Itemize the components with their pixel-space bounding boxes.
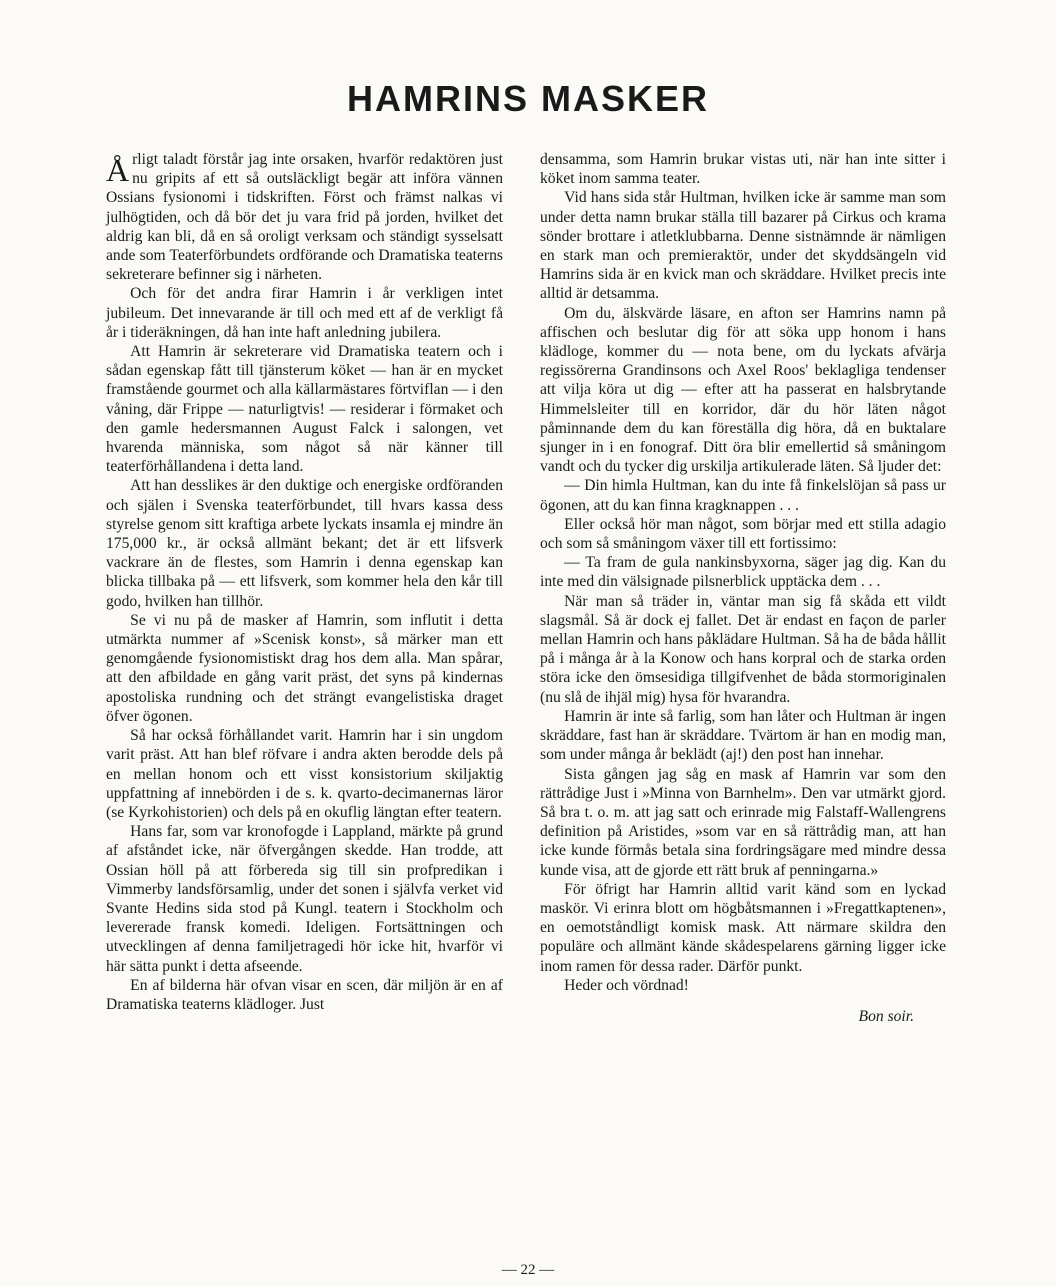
paragraph: Se vi nu på de masker af Hamrin, som influtit i detta utmärkta nummer af »Scenisk konst», så märker man ett genomgående fysionomistiskt drag hos dem alla. Man spårar, att den afbildade en gång varit präst, det syns på kindernas apostoliska rundning och det strängt evangelistiska draget öfver ögonen. <box>106 611 503 725</box>
signature: Bon soir. <box>858 1007 914 1025</box>
paragraph: Hamrin är inte så farlig, som han låter och Hultman är ingen skräddare, fast han är skräddare. Tvärtom är han en modig man, som under många år beklädt (aj!) den post han innehar. <box>540 707 946 764</box>
right-column <box>540 150 946 1026</box>
paragraph <box>106 150 503 284</box>
paragraph: Att Hamrin är sekreterare vid Dramatiska teatern och i sådan egenskap fått till tjänsterum köket — han är en mycket framstående gourmet och alla källarmästares förtviflan — i den våning, där Frippe — naturligtvis! — residerar i förmaket och den gamle hedersmannen August Falck i salongen, vet hvarenda människa, som något så när känner till teaterförhållandena i detta land. <box>106 343 503 476</box>
paragraph: Hans far, som var kronofogde i Lappland, märkte på grund af afståndet icke, när öfvergången skedde. Han trodde, att Ossian höll på att förbereda sig till sin profpredikan i Vimmerby landsförsamlig, under det sonen i självfa verket vid Svante Hedins sida stod på Kungl. teatern i Stockholm och levererade fransk komedi. Ideligen. Fortsättningen och utvecklingen af denna familjetragedi hör icke hit, hvarför vi här sätta punkt i detta afseende. <box>106 823 503 975</box>
paragraph: Vid hans sida står Hultman, hvilken icke är samme man som under detta namn brukar ställa till bazarer på Cirkus och krama sönder brottare i atletklubbarna. Denne sistnämnde är nämligen en stark man och premieraktör, under det skyddsängeln vid Hamrins sida är en kvick man och skräddare. Hvilket precis inte alltid är detsamma. <box>540 189 946 303</box>
paragraph: Sista gången jag såg en mask af Hamrin var som den rättrådige Just i »Minna von Barnhelm». Den var utmärkt gjord. Så bra t. o. m. att jag satt och erinrade mig Falstaff-Wallengrens definition på Aristides, »som var en så rättrådig man, att han icke kunde förmås betala sina fordringsägare med mindre dessa kunde visa, att de gjorde ett rätt bruk af penningarna.» <box>540 765 946 879</box>
drop-cap: Å <box>106 152 130 188</box>
paragraph-text: rligt taladt förstår jag inte orsaken, hvarför redaktören just nu gripits af ett så outsläckligt begär att införa vännen Ossians fysionomi i tidskriften. Först och främst nalkas vi julhögtiden, och då bör det ju vara frid på jorden, hvilket det aldrig kan bli, då en så oroligt verksam och ständigt sysselsatt ande som Teaterförbundets ordförande och Dramatiska teaterns sekreterare befinner sig i närheten. <box>106 151 503 284</box>
article-title: HAMRINS MASKER <box>346 78 709 119</box>
paragraph: Och för det andra firar Hamrin i år verkligen intet jubileum. Det innevarande är till och med ett af de verkligt få år i tideräkningen, då han inte haft anledning jubilera. <box>106 285 503 341</box>
paragraph: När man så träder in, väntar man sig få skåda ett vildt slagsmål. Så är dock ej fallet. Det är endast en façon de parler mellan Hamrin och hans påklädare Hultman. Så ha de båda hållit på i många år à la Konow och hans korpral och de starka orden störa icke den ömsesidiga tillgifvenhet de båda stormoriginalen (nu slå de ihjäl mig) hysa för hvarandra. <box>540 592 946 706</box>
paragraph: En af bilderna här ofvan visar en scen, där miljön är en af Dramatiska teaterns klädloger. Just <box>106 976 503 1013</box>
left-column <box>106 150 503 1014</box>
paragraph: — Ta fram de gula nankinsbyxorna, säger jag dig. Kan du inte med din välsignade pilsnerblick upptäcka dem . . . <box>540 554 946 591</box>
page-number: — 22 — <box>501 1262 555 1278</box>
paragraph: Eller också hör man något, som börjar med ett stilla adagio och som så småningom växer till ett fortissimo: <box>540 515 946 553</box>
paragraph: — Din himla Hultman, kan du inte få finkelslöjan så pass ur ögonen, att du kan finna kragknappen . . . <box>540 477 946 514</box>
paragraph: Så har också förhållandet varit. Hamrin har i sin ungdom varit präst. Att han blef röfvare i andra akten berodde dels på en mellan honom och ett visst konsistorium skiljaktig uppfattning af innebörden i de s. k. qvarto-decimanernas läror (se Kyrkohistorien) och dels på en okuflig längtan efter teatern. <box>106 727 503 821</box>
paragraph: Att han desslikes är den duktige och energiske ordföranden och själen i Svenska teaterförbundet, till hvars kassa dess styrelse genom sitt kraftiga arbete lyckats insamla ej mindre än 175,000 kr., är också allmänt bekant; det är ett lifsverk vackrare än de flestes, som Hamrin i denna egenskap kan blicka tillbaka på — ett lifsverk, som kommer hela den kår till godo, hvilken han tillhör. <box>106 477 503 610</box>
paragraph: densamma, som Hamrin brukar vistas uti, när han inte sitter i köket inom samma teater. <box>540 151 946 188</box>
paragraph: För öfrigt har Hamrin alltid varit känd som en lyckad maskör. Vi erinra blott om högbåtsmannen i »Fregattkaptenen», en oemotståndligt komisk mask. Att närmare skildra den populäre och allmänt kände skådespelarens gärning ligger icke inom ramen för dessa rader. Därför punkt. <box>540 880 946 975</box>
paragraph: Heder och vördnad! <box>564 976 689 994</box>
paragraph: Om du, älskvärde läsare, en afton ser Hamrins namn på affischen och beslutar dig för att söka upp honom i hans klädloge, kommer du — nota bene, om du lyckats afvärja regissörerna Grandinsons och Axel Roos' beklagliga tendenser att vilja köra ut dig — efter att ha passerat en halsbrytande Himmelsleiter till en korridor, där du hör läten något påminnande dem du kan föreställa dig höra, då en buktalare sjunger in i en fonograf. Ditt öra blir emellertid så småningom vandt och du tycker dig urskilja artikulerade läten. Så ljuder det: <box>540 304 946 476</box>
